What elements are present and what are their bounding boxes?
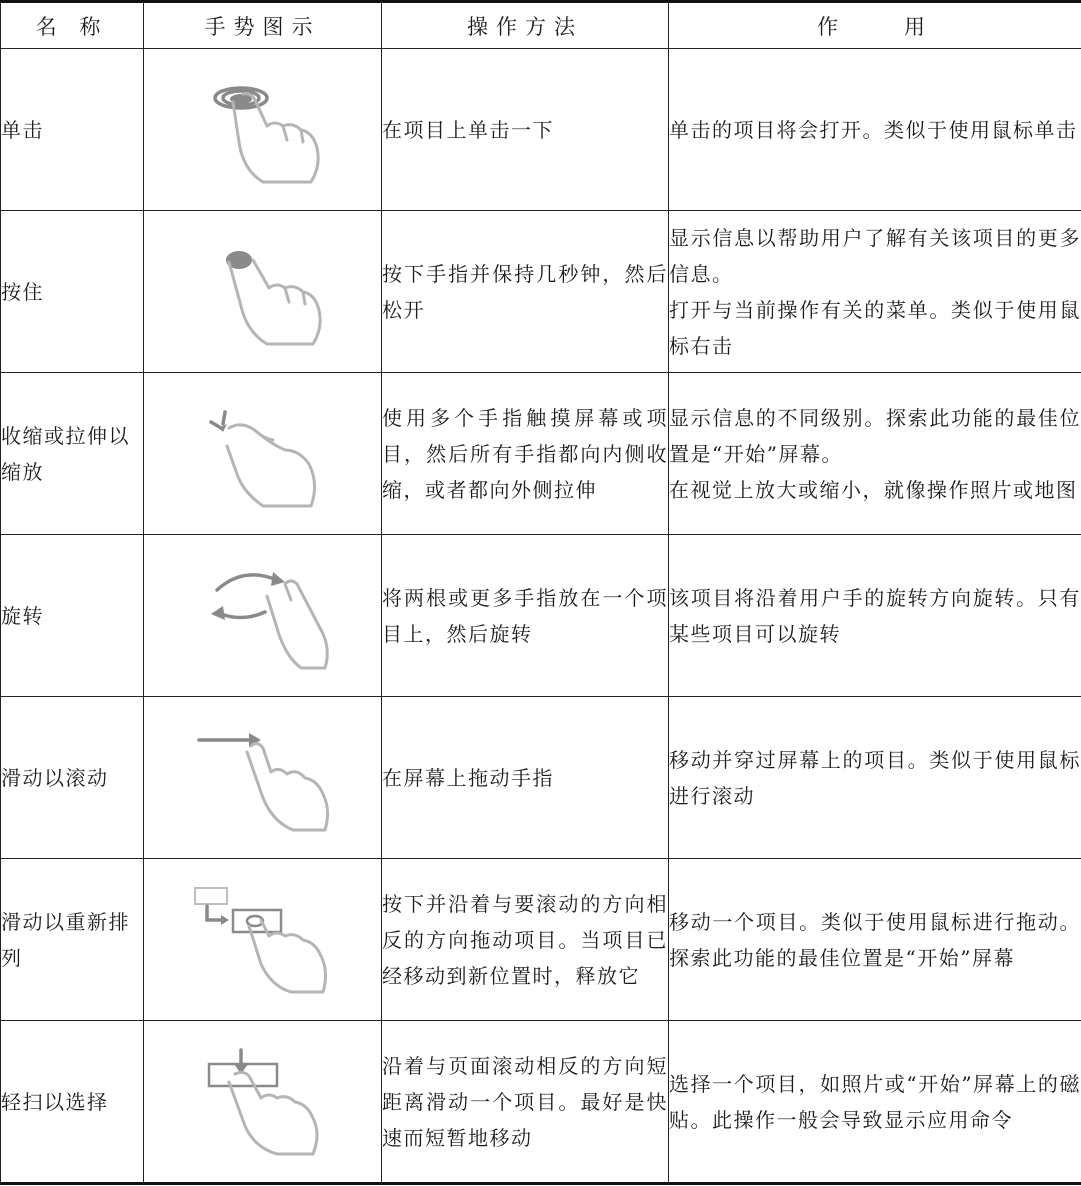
gesture-effect: 移动一个项目。类似于使用鼠标进行拖动。探索此功能的最佳位置是“开始”屏幕 (669, 909, 1081, 970)
rotate-gesture-icon (193, 556, 333, 676)
gesture-effect: 选择一个项目，如照片或“开始”屏幕上的磁贴。此操作一般会导致显示应用命令 (669, 1071, 1081, 1132)
gesture-method: 按下并沿着与要滚动的方向相反的方向拖动项目。当项目已经移动到新位置时，释放它 (382, 859, 669, 1021)
table-row (1, 535, 1081, 697)
press-hold-gesture-icon (193, 232, 333, 352)
gesture-method: 在屏幕上拖动手指 (382, 697, 669, 859)
gesture-effect: 该项目将沿着用户手的旋转方向旋转。只有某些项目可以旋转 (669, 585, 1081, 646)
gesture-effect: 显示信息的不同级别。探索此功能的最佳位置是“开始”屏幕。 (669, 405, 1081, 466)
gesture-name: 旋转 (1, 535, 144, 697)
gesture-name: 滑动以滚动 (1, 697, 144, 859)
gesture-name: 轻扫以选择 (1, 1021, 144, 1184)
table-row (1, 49, 1081, 211)
gesture-name: 滑动以重新排列 (1, 859, 144, 1021)
gesture-name: 按住 (1, 211, 144, 373)
gesture-name: 单击 (1, 49, 144, 211)
header-name: 名 称 (1, 2, 144, 49)
gesture-method: 按下手指并保持几秒钟，然后松开 (382, 211, 669, 373)
swipe-select-gesture-icon (193, 1042, 333, 1162)
table-row (1, 859, 1081, 1021)
gesture-method: 在项目上单击一下 (382, 49, 669, 211)
gesture-method: 将两根或更多手指放在一个项目上，然后旋转 (382, 535, 669, 697)
pinch-stretch-gesture-icon (193, 394, 333, 514)
slide-rearrange-gesture-icon (193, 880, 333, 1000)
header-effect: 作 用 (669, 2, 1081, 49)
table-row (1, 1021, 1081, 1184)
header-row (1, 2, 1081, 49)
header-icon: 手势图示 (144, 2, 382, 49)
gesture-effect: 在视觉上放大或缩小，就像操作照片或地图 (669, 477, 1078, 502)
gesture-effect: 打开与当前操作有关的菜单。类似于使用鼠标右击 (669, 297, 1081, 358)
gesture-name: 收缩或拉伸以缩放 (1, 373, 144, 535)
table-row (1, 211, 1081, 373)
gesture-effect: 移动并穿过屏幕上的项目。类似于使用鼠标进行滚动 (669, 747, 1081, 808)
slide-scroll-gesture-icon (193, 718, 333, 838)
table-row (1, 373, 1081, 535)
header-method: 操作方法 (382, 2, 669, 49)
table-row (1, 697, 1081, 859)
gesture-effect: 显示信息以帮助用户了解有关该项目的更多信息。 (669, 225, 1081, 286)
gesture-method: 沿着与页面滚动相反的方向短距离滑动一个项目。最好是快速而短暂地移动 (382, 1021, 669, 1184)
gesture-effect: 单击的项目将会打开。类似于使用鼠标单击 (669, 117, 1078, 142)
tap-gesture-icon (193, 70, 333, 190)
gesture-method: 使用多个手指触摸屏幕或项目，然后所有手指都向内侧收缩，或者都向外侧拉伸 (382, 373, 669, 535)
